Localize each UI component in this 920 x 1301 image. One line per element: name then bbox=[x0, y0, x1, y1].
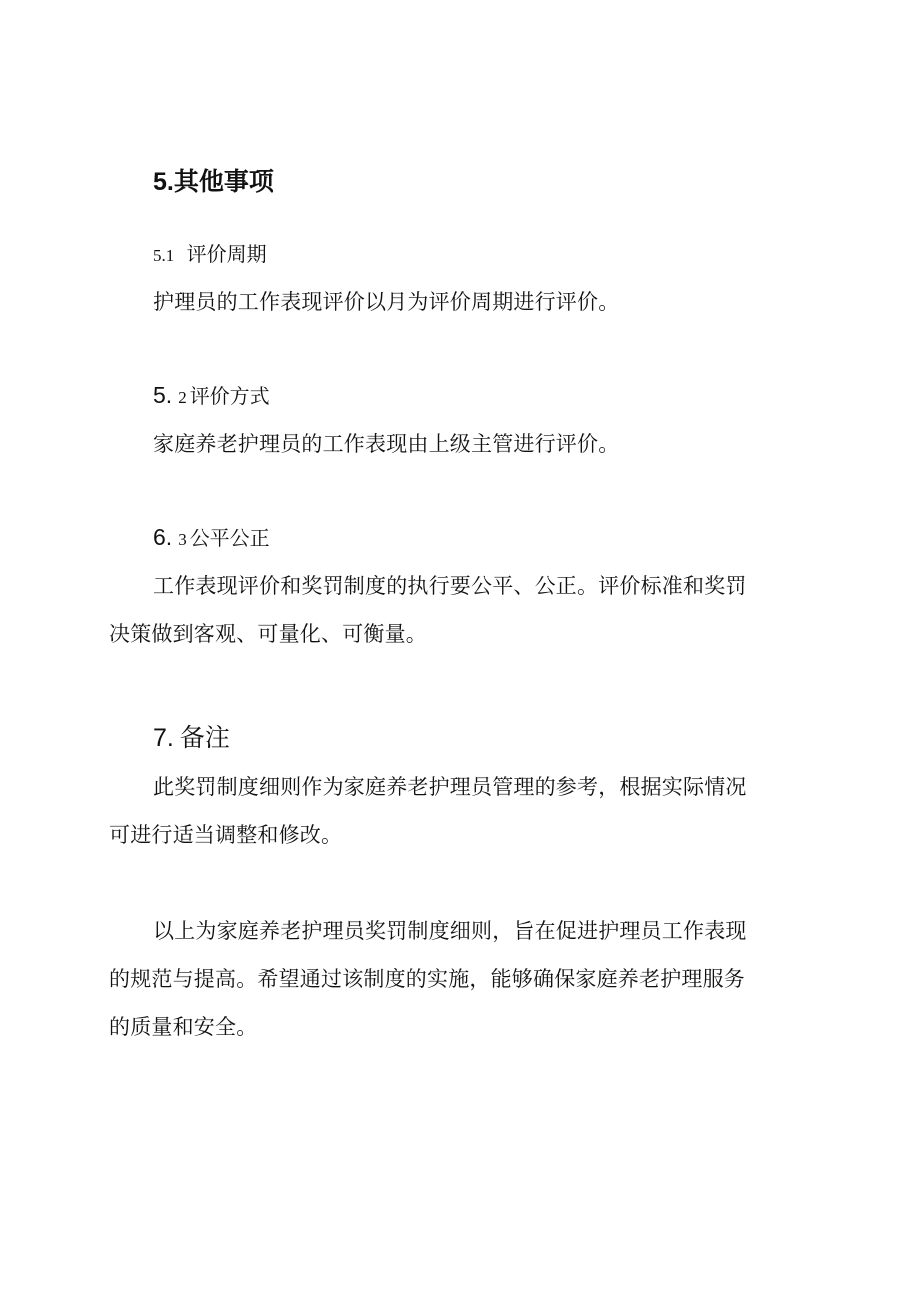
section-7-title: 备注 bbox=[179, 723, 230, 752]
subsection-6-3-text-line-1: 工作表现评价和奖罚制度的执行要公平、公正。评价标准和奖罚 bbox=[153, 574, 747, 598]
subsection-6-3-number-major: 6. bbox=[153, 524, 173, 550]
subsection-5-2-heading bbox=[153, 380, 270, 409]
subsection-6-3-text-line-2: 决策做到客观、可量化、可衡量。 bbox=[109, 622, 427, 646]
section-5-heading: 5.其他事项 bbox=[153, 168, 274, 196]
conclusion-line-2: 的规范与提高。希望通过该制度的实施，能够确保家庭养老护理服务 bbox=[109, 967, 745, 991]
subsection-5-1-title: 评价周期 bbox=[186, 242, 267, 266]
conclusion-line-3: 的质量和安全。 bbox=[109, 1015, 258, 1039]
section-7-heading bbox=[153, 718, 230, 754]
subsection-5-2-number-major: 5. bbox=[153, 382, 173, 408]
section-7-number: 7. bbox=[153, 724, 174, 752]
subsection-5-1-number: 5.1 bbox=[153, 246, 175, 265]
subsection-5-2-number-minor: 2 bbox=[178, 388, 187, 407]
subsection-5-1-heading bbox=[153, 238, 267, 267]
section-7-text-line-2: 可进行适当调整和修改。 bbox=[109, 823, 343, 847]
subsection-5-1-text: 护理员的工作表现评价以月为评价周期进行评价。 bbox=[153, 290, 620, 314]
subsection-5-2-text: 家庭养老护理员的工作表现由上级主管进行评价。 bbox=[153, 432, 620, 456]
subsection-6-3-number-minor: 3 bbox=[178, 530, 187, 549]
subsection-5-2-title: 评价方式 bbox=[189, 384, 270, 408]
conclusion-line-1: 以上为家庭养老护理员奖罚制度细则，旨在促进护理员工作表现 bbox=[153, 919, 747, 943]
section-7-text-line-1: 此奖罚制度细则作为家庭养老护理员管理的参考，根据实际情况 bbox=[153, 775, 747, 799]
subsection-6-3-heading bbox=[153, 522, 270, 551]
subsection-6-3-title: 公平公正 bbox=[189, 526, 270, 550]
